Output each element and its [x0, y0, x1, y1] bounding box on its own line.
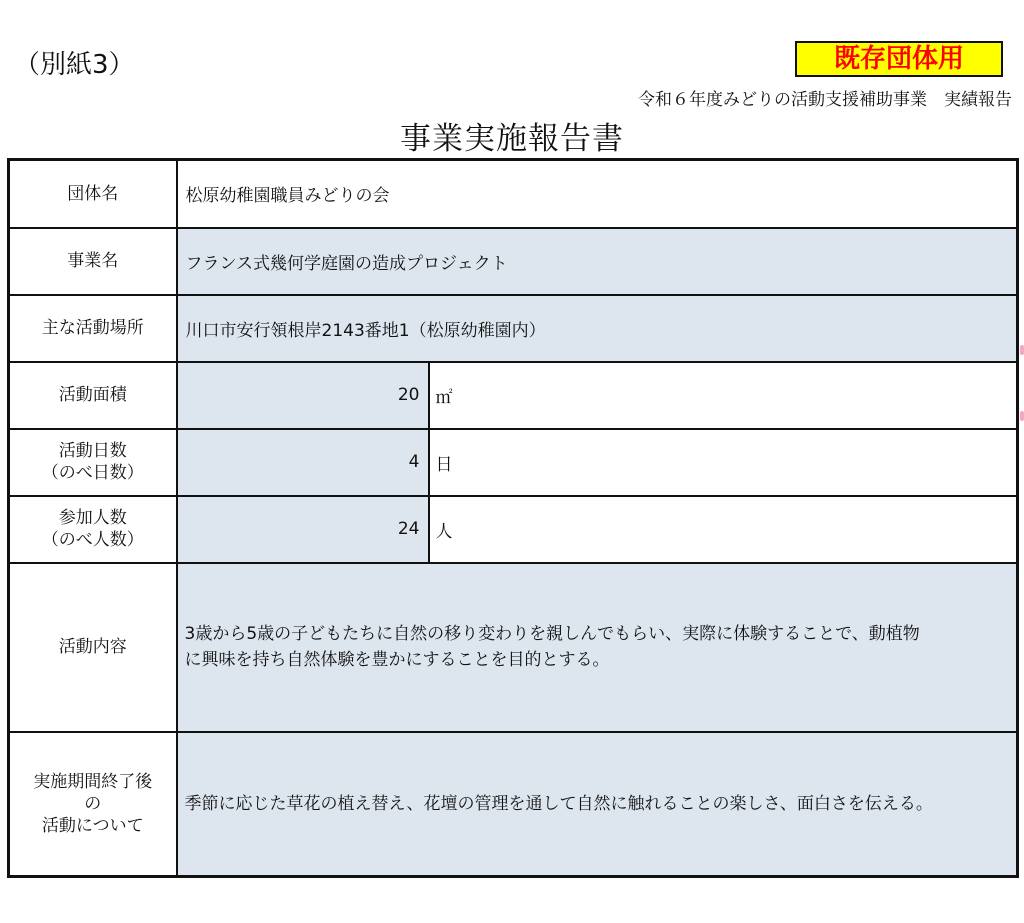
row-organization: [9, 160, 1018, 228]
edge-mark: [1020, 411, 1024, 421]
edge-mark: [1020, 345, 1024, 355]
after-label-line2: の: [84, 793, 102, 814]
days-label-line1: 活動日数: [58, 441, 127, 461]
participants-label-line1: 参加人数: [58, 508, 127, 528]
days-label: [9, 429, 177, 496]
participants-label: [9, 496, 177, 563]
row-after-period: [9, 732, 1018, 877]
area-unit: ㎡: [429, 362, 1018, 429]
content-line1: 3歳から5歳の子どもたちに自然の移り変わりを親しんでもらい、実際に体験することで、動植物: [184, 624, 920, 644]
organization-value[interactable]: 松原幼稚園職員みどりの会: [177, 160, 1018, 228]
organization-label: 団体名: [9, 160, 177, 228]
content-label: 活動内容: [9, 563, 177, 732]
days-unit: 日: [429, 429, 1018, 496]
area-value[interactable]: 20: [177, 362, 429, 429]
location-label: 主な活動場所: [9, 295, 177, 362]
report-table: [7, 158, 1019, 878]
after-period-value[interactable]: 季節に応じた草花の植え替え、花壇の管理を通して自然に触れることの楽しさ、面白さを伝える。: [177, 732, 1018, 877]
participants-unit: 人: [429, 496, 1018, 563]
row-area: [9, 362, 1018, 429]
days-label-line2: （のべ日数）: [41, 463, 144, 483]
participants-label-line2: （のべ人数）: [41, 530, 144, 550]
annex-label: （別紙3）: [14, 50, 135, 80]
after-label-line3: 活動について: [41, 815, 144, 836]
content-line2: に興味を持ち自然体験を豊かにすることを目的とする。: [184, 650, 610, 670]
content-value[interactable]: [177, 563, 1018, 732]
row-location: [9, 295, 1018, 362]
row-content: [9, 563, 1018, 732]
location-value[interactable]: 川口市安行領根岸2143番地1（松原幼稚園内）: [177, 295, 1018, 362]
report-subtitle: 令和６年度みどりの活動支援補助事業 実績報告: [638, 90, 1012, 110]
row-participants: [9, 496, 1018, 563]
existing-group-badge: 既存団体用: [795, 41, 1003, 77]
participants-value[interactable]: 24: [177, 496, 429, 563]
row-days: [9, 429, 1018, 496]
page-title: 事業実施報告書: [400, 121, 624, 157]
area-label: 活動面積: [9, 362, 177, 429]
project-value[interactable]: フランス式幾何学庭園の造成プロジェクト: [177, 228, 1018, 295]
after-label-line1: 実施期間終了後: [33, 771, 153, 792]
days-value[interactable]: 4: [177, 429, 429, 496]
row-project: [9, 228, 1018, 295]
project-label: 事業名: [9, 228, 177, 295]
after-period-label: [9, 732, 177, 877]
